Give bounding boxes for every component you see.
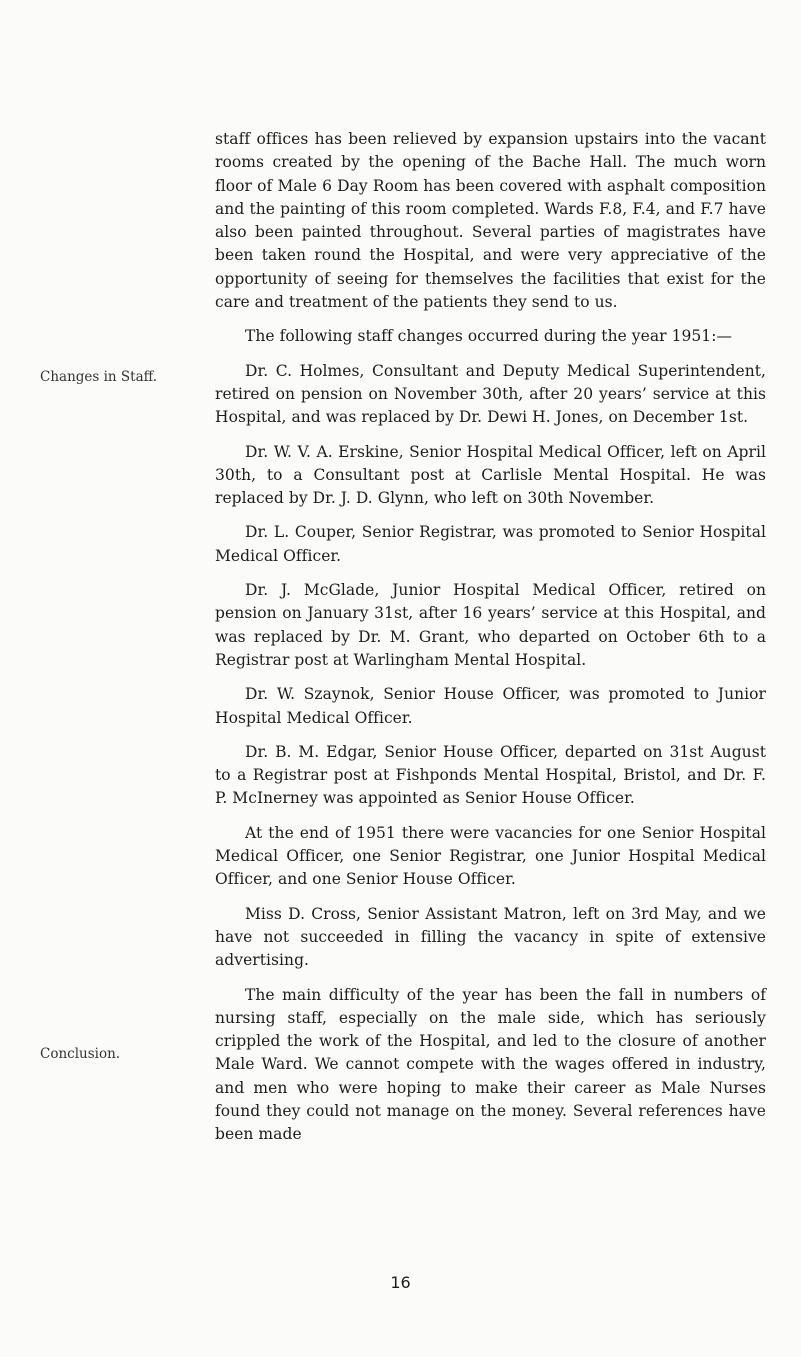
margin-note-staff-changes: Changes in Staff.: [40, 369, 158, 385]
body-text: [215, 128, 766, 1158]
paragraph: Miss D. Cross, Senior Assistant Matron, left on 3rd May, and we have not succeeded in filling the vacancy in spite of extensive advertising.: [215, 904, 766, 970]
margin-note-conclusion: Conclusion.: [40, 1046, 121, 1062]
page-number: 16: [390, 1273, 411, 1292]
paragraph: At the end of 1951 there were vacancies for one Senior Hospital Medical Officer, one Senior Registrar, one Junior Hospital Medical Officer, and one Senior House Officer.: [215, 823, 766, 889]
paragraph: Dr. L. Couper, Senior Registrar, was promoted to Senior Hospital Medical Officer.: [215, 523, 766, 565]
paragraph: Dr. B. M. Edgar, Senior House Officer, departed on 31st August to a Registrar post at Fishponds Mental Hospital, Bristol, and Dr. F. P. McInerney was appointed as Senior House Officer.: [215, 742, 766, 808]
paragraph: Dr. W. V. A. Erskine, Senior Hospital Medical Officer, left on April 30th, to a Consultant post at Carlisle Mental Hospital. He was replaced by Dr. J. D. Glynn, who left on 30th November.: [215, 442, 766, 508]
paragraph: staff offices has been relieved by expansion upstairs into the vacant rooms created by the opening of the Bache Hall. The much worn floor of Male 6 Day Room has been covered with asphalt composition and the painting of this room completed. Wards F.8, F.4, and F.7 have also been painted throughout. Several parties of magistrates have been taken round the Hospital, and were very appreciative of the opportunity of seeing for themselves the facilities that exist for the care and treatment of the patients they send to us.: [215, 130, 766, 312]
paragraph: The following staff changes occurred during the year 1951:—: [245, 327, 733, 346]
paragraph: Dr. J. McGlade, Junior Hospital Medical Officer, retired on pension on January 31st, after 16 years’ service at this Hospital, and was replaced by Dr. M. Grant, who departed on October 6th to a Registrar post at Warlingham Mental Hospital.: [215, 581, 766, 669]
paragraph: Dr. W. Szaynok, Senior House Officer, was promoted to Junior Hospital Medical Officer.: [215, 685, 766, 727]
paragraph: The main difficulty of the year has been the fall in numbers of nursing staff, especially on the male side, which has seriously crippled the work of the Hospital, and led to the closure of another Male Ward. We cannot compete with the wages offered in industry, and men who were hoping to make their career as Male Nurses found they could not manage on the money. Several references have been made: [215, 985, 766, 1144]
paragraph: Dr. C. Holmes, Consultant and Deputy Medical Superintendent, retired on pension on November 30th, after 20 years’ service at this Hospital, and was replaced by Dr. Dewi H. Jones, on December 1st.: [215, 361, 766, 427]
